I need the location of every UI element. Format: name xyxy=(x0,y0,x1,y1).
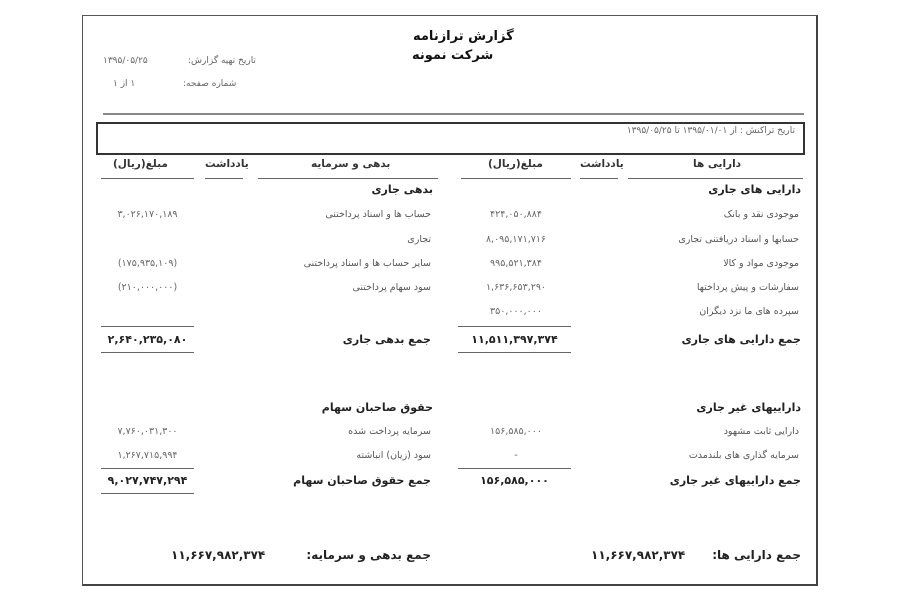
asset-row-amount: ۱۵۶,۵۸۵,۰۰۰ xyxy=(490,426,542,437)
liabilities-col-title: بدهی و سرمایه xyxy=(311,158,391,170)
liability-row-label-cont: تجاری xyxy=(407,234,431,245)
equity-total-label: جمع حقوق صاحبان سهام xyxy=(293,474,431,487)
noncurrent-assets-total-amount: ۱۵۶,۵۸۵,۰۰۰ xyxy=(480,474,549,487)
asset-row-amount: ۱,۶۳۶,۶۵۳,۲۹۰ xyxy=(485,282,547,293)
equity-row-amount: ۱,۲۶۷,۷۱۵,۹۹۴ xyxy=(117,450,178,461)
total-liabilities-equity-label: جمع بدهی و سرمایه: xyxy=(306,548,431,562)
company-name: شرکت نمونه xyxy=(412,48,494,63)
current-liabilities-total-label: جمع بدهی جاری xyxy=(342,333,431,346)
asset-row-label: سپرده های ما نزد دیگران xyxy=(699,306,799,317)
liabilities-col-amount: مبلغ(ریال) xyxy=(113,158,168,170)
liabilities-amount-underline xyxy=(101,178,194,179)
report-title: گزارش ترازنامه xyxy=(413,29,514,44)
header-divider xyxy=(103,113,804,115)
asset-row-amount: ۸,۰۹۵,۱۷۱,۷۱۶ xyxy=(485,234,547,245)
asset-row-label: دارایی ثابت مشهود xyxy=(723,426,799,437)
page-number-value: ۱ از ۱ xyxy=(113,79,136,89)
current-liabilities-total-bottomline xyxy=(101,352,194,353)
current-assets-total-amount: ۱۱,۵۱۱,۳۹۷,۳۷۴ xyxy=(471,333,558,346)
equity-row-label: سرمایه پرداخت شده xyxy=(348,426,431,437)
balance-sheet-page xyxy=(82,15,818,586)
noncurrent-assets-total-topline xyxy=(458,468,571,469)
equity-heading: حقوق صاحبان سهام xyxy=(321,401,433,414)
asset-row-label: موجودی مواد و کالا xyxy=(723,258,799,269)
noncurrent-assets-total-label: جمع داراییهای غیر جاری xyxy=(669,474,801,487)
asset-row-amount: - xyxy=(514,450,518,461)
liability-row-amount: ۳,۰۲۶,۱۷۰,۱۸۹ xyxy=(117,209,178,220)
page-number-label: شماره صفحه: xyxy=(183,79,237,89)
asset-row-label: حسابها و اسناد دریافتنی تجاری xyxy=(678,234,799,245)
current-liabilities-total-amount: ۲,۶۴۰,۲۳۵,۰۸۰ xyxy=(107,333,188,346)
current-liabilities-heading: بدهی جاری xyxy=(371,183,433,196)
transaction-date-range-box xyxy=(96,122,805,155)
current-assets-total-bottomline xyxy=(458,352,571,353)
assets-title-underline xyxy=(628,178,803,179)
liability-row-label: حساب ها و اسناد پرداختنی xyxy=(325,209,431,220)
total-liabilities-equity-amount: ۱۱,۶۶۷,۹۸۲,۳۷۴ xyxy=(171,548,266,562)
liabilities-col-note: یادداشت xyxy=(205,158,249,170)
liability-row-label: سود سهام پرداختنی xyxy=(352,282,431,293)
assets-amount-underline xyxy=(461,178,571,179)
asset-row-label: سرمایه گذاری های بلندمدت xyxy=(688,450,799,461)
asset-row-label: سفارشات و پیش پرداختها xyxy=(696,282,799,293)
equity-total-amount: ۹,۰۲۷,۷۴۷,۲۹۴ xyxy=(107,474,188,487)
total-assets-amount: ۱۱,۶۶۷,۹۸۲,۳۷۴ xyxy=(591,548,686,562)
liability-row-amount: (۱۷۵,۹۳۵,۱۰۹) xyxy=(117,258,178,269)
liability-row-amount: (۲۱۰,۰۰۰,۰۰۰) xyxy=(117,282,178,293)
equity-row-label: سود (زیان) انباشته xyxy=(356,450,431,461)
asset-row-label: موجودی نقد و بانک xyxy=(723,209,799,220)
assets-col-title: دارایی ها xyxy=(693,158,742,170)
assets-col-note: یادداشت xyxy=(580,158,624,170)
current-assets-total-topline xyxy=(458,326,571,327)
current-assets-heading: دارایی های جاری xyxy=(708,183,801,196)
report-date-value: ۱۳۹۵/۰۵/۲۵ xyxy=(103,56,148,66)
assets-note-underline xyxy=(580,178,618,179)
noncurrent-assets-heading: داراییهای غیر جاری xyxy=(696,401,801,414)
assets-col-amount: مبلغ(ریال) xyxy=(488,158,543,170)
total-assets-label: جمع دارایی ها: xyxy=(712,548,801,562)
liabilities-title-underline xyxy=(258,178,438,179)
liability-row-label: سایر حساب ها و اسناد پرداختنی xyxy=(303,258,431,269)
current-assets-total-label: جمع دارایی های جاری xyxy=(681,333,801,346)
asset-row-amount: ۹۹۵,۵۲۱,۳۸۴ xyxy=(490,258,542,269)
report-date-label: تاریخ تهیه گزارش: xyxy=(188,56,256,66)
asset-row-amount: ۴۲۴,۰۵۰,۸۸۴ xyxy=(490,209,542,220)
liabilities-note-underline xyxy=(205,178,243,179)
equity-total-topline xyxy=(101,468,194,469)
current-liabilities-total-topline xyxy=(101,326,194,327)
equity-row-amount: ۷,۷۶۰,۰۳۱,۳۰۰ xyxy=(117,426,178,437)
transaction-date-range: تاریخ تراکنش : از ۱۳۹۵/۰۱/۰۱ تا ۱۳۹۵/۰۵/۲۵ xyxy=(626,126,795,136)
asset-row-amount: ۳۵۰,۰۰۰,۰۰۰ xyxy=(490,306,542,317)
equity-total-bottomline xyxy=(101,493,194,494)
